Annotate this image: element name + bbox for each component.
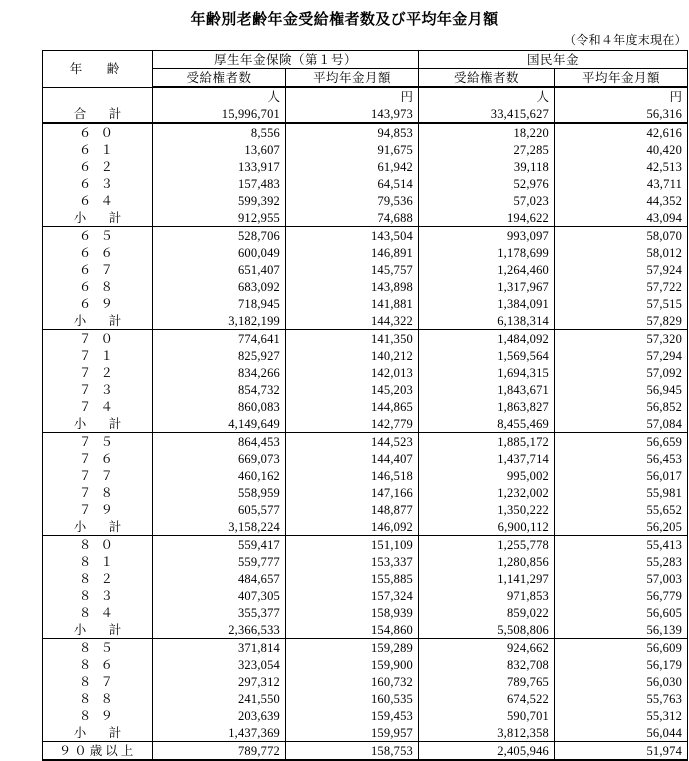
cell-kosei-amount: 140,212 <box>286 347 419 364</box>
cell-kokumin-amount: 56,945 <box>555 381 688 398</box>
table-row <box>43 347 688 364</box>
cell-kosei-amount: 144,322 <box>286 312 419 330</box>
cell-kokumin-count: 1,141,297 <box>419 570 555 587</box>
cell-kokumin-count: 1,384,091 <box>419 295 555 312</box>
table-row <box>43 381 688 398</box>
unit-kosei-count: 人 <box>153 87 286 105</box>
cell-age: ６ ９ <box>43 295 153 312</box>
cell-kosei-count: 297,312 <box>153 673 286 690</box>
cell-kokumin-amount: 57,003 <box>555 570 688 587</box>
cell-kokumin-count: 1,264,460 <box>419 261 555 278</box>
cell-kokumin-count: 1,863,827 <box>419 398 555 415</box>
cell-kosei-amount: 74,688 <box>286 209 419 227</box>
cell-kokumin-count: 27,285 <box>419 141 555 158</box>
column-header-kosei-amount: 平均年金月額 <box>286 69 419 88</box>
cell-kokumin-amount: 56,453 <box>555 450 688 467</box>
cell-kokumin-count: 1,885,172 <box>419 433 555 451</box>
cell-kokumin-count: 1,843,671 <box>419 381 555 398</box>
cell-kokumin-amount: 56,659 <box>555 433 688 451</box>
column-group-header-kokumin: 国民年金 <box>419 51 688 69</box>
table-row <box>43 553 688 570</box>
cell-kokumin-count: 5,508,806 <box>419 621 555 639</box>
cell-age: ６ ３ <box>43 175 153 192</box>
cell-kosei-count: 600,049 <box>153 244 286 261</box>
cell-kosei-count: 683,092 <box>153 278 286 295</box>
cell-kosei-amount: 159,900 <box>286 656 419 673</box>
unit-kokumin-amount: 円 <box>555 87 688 105</box>
cell-kokumin-count: 1,178,699 <box>419 244 555 261</box>
cell-age: 小 計 <box>43 621 153 639</box>
cell-kosei-count: 559,777 <box>153 553 286 570</box>
cell-kokumin-count: 1,280,856 <box>419 553 555 570</box>
cell-kosei-count: 1,437,369 <box>153 724 286 742</box>
cell-kosei-amount: 64,514 <box>286 175 419 192</box>
cell-age: ７ ３ <box>43 381 153 398</box>
cell-kokumin-amount: 55,981 <box>555 484 688 501</box>
cell-kokumin-amount: 57,924 <box>555 261 688 278</box>
cell-kosei-count: 15,996,701 <box>153 105 286 123</box>
cell-kosei-count: 2,366,533 <box>153 621 286 639</box>
cell-kokumin-count: 971,853 <box>419 587 555 604</box>
table-row-subtotal <box>43 621 688 639</box>
cell-age: ８ ８ <box>43 690 153 707</box>
cell-kokumin-amount: 55,652 <box>555 501 688 518</box>
table-row <box>43 673 688 690</box>
cell-age: ８ ３ <box>43 587 153 604</box>
cell-kokumin-count: 674,522 <box>419 690 555 707</box>
cell-kokumin-amount: 43,094 <box>555 209 688 227</box>
cell-kosei-count: 834,266 <box>153 364 286 381</box>
cell-kosei-amount: 94,853 <box>286 123 419 141</box>
cell-kokumin-count: 3,812,358 <box>419 724 555 742</box>
cell-kosei-amount: 158,939 <box>286 604 419 621</box>
cell-kosei-amount: 160,732 <box>286 673 419 690</box>
cell-kokumin-amount: 56,030 <box>555 673 688 690</box>
unit-kokumin-count: 人 <box>419 87 555 105</box>
cell-kokumin-count: 1,255,778 <box>419 536 555 554</box>
cell-kokumin-count: 995,002 <box>419 467 555 484</box>
cell-kosei-amount: 144,523 <box>286 433 419 451</box>
table-row <box>43 570 688 587</box>
cell-kokumin-amount: 55,763 <box>555 690 688 707</box>
cell-age: ７ ４ <box>43 398 153 415</box>
cell-kokumin-amount: 57,092 <box>555 364 688 381</box>
cell-kokumin-count: 33,415,627 <box>419 105 555 123</box>
cell-kosei-count: 407,305 <box>153 587 286 604</box>
cell-age: ６ ５ <box>43 227 153 245</box>
cell-kosei-amount: 143,898 <box>286 278 419 295</box>
cell-kosei-count: 774,641 <box>153 330 286 348</box>
column-group-header-kosei: 厚生年金保険（第１号） <box>153 51 419 69</box>
cell-kokumin-amount: 58,070 <box>555 227 688 245</box>
table-row <box>43 244 688 261</box>
cell-kosei-amount: 146,891 <box>286 244 419 261</box>
cell-kosei-amount: 148,877 <box>286 501 419 518</box>
cell-kokumin-amount: 42,513 <box>555 158 688 175</box>
cell-age: ７ １ <box>43 347 153 364</box>
cell-age: 合 計 <box>43 105 153 123</box>
cell-kokumin-amount: 55,283 <box>555 553 688 570</box>
cell-kokumin-amount: 56,316 <box>555 105 688 123</box>
cell-kokumin-count: 52,976 <box>419 175 555 192</box>
cell-kosei-amount: 142,779 <box>286 415 419 433</box>
column-header-kokumin-amount: 平均年金月額 <box>555 69 688 88</box>
cell-kokumin-count: 8,455,469 <box>419 415 555 433</box>
cell-age: ８ １ <box>43 553 153 570</box>
cell-kokumin-count: 1,350,222 <box>419 501 555 518</box>
cell-age: ６ ４ <box>43 192 153 209</box>
cell-kosei-count: 371,814 <box>153 639 286 657</box>
cell-kokumin-amount: 44,352 <box>555 192 688 209</box>
cell-kokumin-amount: 56,779 <box>555 587 688 604</box>
cell-kosei-count: 355,377 <box>153 604 286 621</box>
cell-kokumin-count: 194,622 <box>419 209 555 227</box>
cell-kokumin-amount: 57,294 <box>555 347 688 364</box>
cell-kosei-amount: 160,535 <box>286 690 419 707</box>
table-row <box>43 604 688 621</box>
cell-kosei-count: 825,927 <box>153 347 286 364</box>
cell-kokumin-amount: 42,616 <box>555 123 688 141</box>
cell-kokumin-amount: 57,084 <box>555 415 688 433</box>
cell-kosei-amount: 151,109 <box>286 536 419 554</box>
table-row <box>43 192 688 209</box>
cell-age: 小 計 <box>43 209 153 227</box>
table-row <box>43 261 688 278</box>
table-row <box>43 398 688 415</box>
cell-kokumin-amount: 56,609 <box>555 639 688 657</box>
table-row <box>43 484 688 501</box>
cell-kokumin-count: 590,701 <box>419 707 555 724</box>
cell-kokumin-amount: 57,515 <box>555 295 688 312</box>
table-row <box>43 707 688 724</box>
cell-kosei-count: 605,577 <box>153 501 286 518</box>
cell-age: ８ ４ <box>43 604 153 621</box>
unit-row-age-cell <box>43 87 153 105</box>
cell-kosei-amount: 155,885 <box>286 570 419 587</box>
cell-age: ７ ２ <box>43 364 153 381</box>
table-row-subtotal <box>43 415 688 433</box>
cell-kosei-count: 912,955 <box>153 209 286 227</box>
cell-kosei-amount: 146,518 <box>286 467 419 484</box>
cell-kokumin-count: 57,023 <box>419 192 555 209</box>
cell-age: ８ ０ <box>43 536 153 554</box>
table-row <box>43 330 688 348</box>
cell-kokumin-count: 18,220 <box>419 123 555 141</box>
cell-kosei-amount: 159,289 <box>286 639 419 657</box>
cell-kosei-count: 133,917 <box>153 158 286 175</box>
cell-kosei-count: 789,772 <box>153 742 286 761</box>
cell-age: 小 計 <box>43 724 153 742</box>
cell-age: 小 計 <box>43 415 153 433</box>
table-row-total <box>43 105 688 123</box>
cell-age: ８ ５ <box>43 639 153 657</box>
cell-kosei-count: 323,054 <box>153 656 286 673</box>
cell-age: 小 計 <box>43 312 153 330</box>
report-period-note: （令和４年度末現在） <box>563 33 687 47</box>
table-row <box>43 587 688 604</box>
unit-row <box>43 87 688 105</box>
table-row <box>43 690 688 707</box>
table-row <box>43 433 688 451</box>
cell-kosei-amount: 145,757 <box>286 261 419 278</box>
cell-kokumin-amount: 56,017 <box>555 467 688 484</box>
cell-kosei-amount: 158,753 <box>286 742 419 761</box>
cell-age: 小 計 <box>43 518 153 536</box>
cell-age: ６ ２ <box>43 158 153 175</box>
cell-kokumin-count: 924,662 <box>419 639 555 657</box>
cell-age: ６ １ <box>43 141 153 158</box>
cell-age: ９０歳以上 <box>43 742 153 761</box>
cell-age: ７ ６ <box>43 450 153 467</box>
cell-kokumin-count: 39,118 <box>419 158 555 175</box>
table-head <box>43 51 688 88</box>
table-row <box>43 639 688 657</box>
cell-age: ７ ９ <box>43 501 153 518</box>
cell-kokumin-count: 1,232,002 <box>419 484 555 501</box>
page-title: 年齢別老齢年金受給権者数及び平均年金月額 <box>190 12 499 28</box>
table-row <box>43 295 688 312</box>
cell-kokumin-amount: 55,413 <box>555 536 688 554</box>
cell-age: ８ ９ <box>43 707 153 724</box>
cell-age: ７ ５ <box>43 433 153 451</box>
cell-kosei-amount: 146,092 <box>286 518 419 536</box>
column-header-age: 年 齢 <box>43 51 153 88</box>
cell-kosei-count: 157,483 <box>153 175 286 192</box>
cell-kosei-amount: 159,453 <box>286 707 419 724</box>
cell-age: ８ ６ <box>43 656 153 673</box>
cell-kosei-count: 4,149,649 <box>153 415 286 433</box>
table-row <box>43 467 688 484</box>
table-row <box>43 364 688 381</box>
cell-kokumin-count: 2,405,946 <box>419 742 555 761</box>
cell-kokumin-amount: 56,605 <box>555 604 688 621</box>
table-row-90-and-over <box>43 742 688 761</box>
table-row-subtotal <box>43 209 688 227</box>
cell-kosei-amount: 143,504 <box>286 227 419 245</box>
cell-kokumin-amount: 56,205 <box>555 518 688 536</box>
cell-kosei-amount: 144,407 <box>286 450 419 467</box>
cell-kokumin-amount: 57,722 <box>555 278 688 295</box>
cell-kosei-count: 484,657 <box>153 570 286 587</box>
table-row <box>43 175 688 192</box>
table-row-subtotal <box>43 518 688 536</box>
cell-age: ６ ７ <box>43 261 153 278</box>
table-row <box>43 158 688 175</box>
table-row-subtotal <box>43 312 688 330</box>
cell-kosei-amount: 79,536 <box>286 192 419 209</box>
cell-kokumin-count: 859,022 <box>419 604 555 621</box>
cell-kosei-count: 860,083 <box>153 398 286 415</box>
cell-age: ８ ７ <box>43 673 153 690</box>
cell-kosei-count: 3,182,199 <box>153 312 286 330</box>
column-header-kokumin-count: 受給権者数 <box>419 69 555 88</box>
cell-kokumin-amount: 57,320 <box>555 330 688 348</box>
cell-kosei-count: 669,073 <box>153 450 286 467</box>
cell-kokumin-amount: 56,852 <box>555 398 688 415</box>
cell-kokumin-count: 1,694,315 <box>419 364 555 381</box>
cell-kokumin-count: 1,437,714 <box>419 450 555 467</box>
table-row-subtotal <box>43 724 688 742</box>
cell-kosei-count: 203,639 <box>153 707 286 724</box>
cell-kokumin-amount: 56,139 <box>555 621 688 639</box>
cell-kosei-amount: 144,865 <box>286 398 419 415</box>
cell-kokumin-count: 6,900,112 <box>419 518 555 536</box>
cell-kokumin-amount: 57,829 <box>555 312 688 330</box>
cell-kosei-count: 558,959 <box>153 484 286 501</box>
table-header-group-row <box>43 51 688 69</box>
cell-kosei-count: 528,706 <box>153 227 286 245</box>
cell-kokumin-amount: 43,711 <box>555 175 688 192</box>
cell-kokumin-amount: 56,044 <box>555 724 688 742</box>
cell-kosei-amount: 61,942 <box>286 158 419 175</box>
cell-kosei-count: 864,453 <box>153 433 286 451</box>
cell-age: ６ ０ <box>43 123 153 141</box>
cell-age: ６ ８ <box>43 278 153 295</box>
cell-age: ７ ８ <box>43 484 153 501</box>
cell-kosei-amount: 141,881 <box>286 295 419 312</box>
table-row <box>43 227 688 245</box>
cell-kokumin-amount: 51,974 <box>555 742 688 761</box>
cell-kosei-count: 651,407 <box>153 261 286 278</box>
cell-kosei-amount: 159,957 <box>286 724 419 742</box>
cell-kokumin-amount: 56,179 <box>555 656 688 673</box>
cell-kosei-count: 3,158,224 <box>153 518 286 536</box>
cell-kokumin-count: 1,569,564 <box>419 347 555 364</box>
table-row <box>43 123 688 141</box>
cell-kosei-amount: 145,203 <box>286 381 419 398</box>
cell-kokumin-count: 789,765 <box>419 673 555 690</box>
cell-kosei-amount: 157,324 <box>286 587 419 604</box>
cell-kosei-amount: 153,337 <box>286 553 419 570</box>
cell-kokumin-count: 6,138,314 <box>419 312 555 330</box>
cell-age: ８ ２ <box>43 570 153 587</box>
cell-kosei-amount: 141,350 <box>286 330 419 348</box>
cell-kosei-count: 559,417 <box>153 536 286 554</box>
table-row <box>43 656 688 673</box>
cell-kosei-amount: 142,013 <box>286 364 419 381</box>
cell-age: ７ ０ <box>43 330 153 348</box>
table-body <box>43 87 688 760</box>
cell-age: ６ ６ <box>43 244 153 261</box>
cell-kosei-amount: 154,860 <box>286 621 419 639</box>
cell-kokumin-count: 1,317,967 <box>419 278 555 295</box>
cell-kokumin-count: 1,484,092 <box>419 330 555 348</box>
cell-kosei-amount: 147,166 <box>286 484 419 501</box>
table-row <box>43 450 688 467</box>
table-row <box>43 536 688 554</box>
cell-kosei-amount: 143,973 <box>286 105 419 123</box>
column-header-kosei-count: 受給権者数 <box>153 69 286 88</box>
table-row <box>43 141 688 158</box>
cell-kosei-count: 13,607 <box>153 141 286 158</box>
cell-kosei-count: 599,392 <box>153 192 286 209</box>
cell-kokumin-amount: 58,012 <box>555 244 688 261</box>
cell-kosei-count: 460,162 <box>153 467 286 484</box>
cell-kokumin-amount: 40,420 <box>555 141 688 158</box>
cell-kosei-amount: 91,675 <box>286 141 419 158</box>
cell-kosei-count: 854,732 <box>153 381 286 398</box>
cell-kosei-count: 718,945 <box>153 295 286 312</box>
cell-kosei-count: 8,556 <box>153 123 286 141</box>
table-row <box>43 278 688 295</box>
cell-kokumin-amount: 55,312 <box>555 707 688 724</box>
cell-kokumin-count: 993,097 <box>419 227 555 245</box>
cell-age: ７ ７ <box>43 467 153 484</box>
pension-statistics-table <box>42 50 688 761</box>
table-row <box>43 501 688 518</box>
cell-kokumin-count: 832,708 <box>419 656 555 673</box>
unit-kosei-amount: 円 <box>286 87 419 105</box>
cell-kosei-count: 241,550 <box>153 690 286 707</box>
